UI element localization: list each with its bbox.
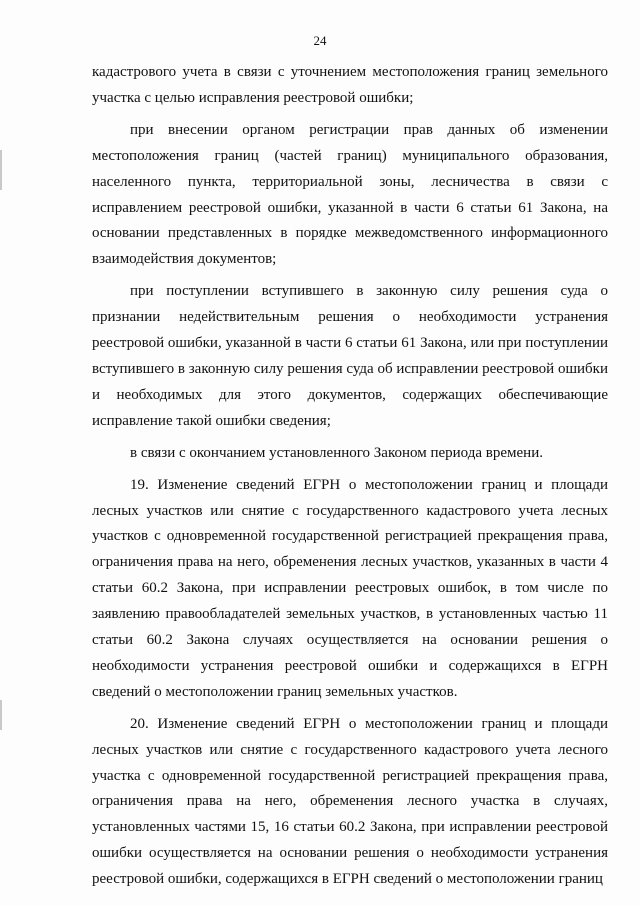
paragraph: кадастрового учета в связи с уточнением местоположения границ земельного участка с целью исправления реестровой ошибки;	[92, 64, 608, 106]
paragraph: 20. Изменение сведений ЕГРН о местоположении границ и площади лесных участков или снятие с государственного кадастрового учета лесного участка с одновременной государственной регистрацией прекращения права, ограничения права на него, обременения лесного участка в случаях, установленных частями 15, 16 статьи 60.2 Закона, при исправлении реестровой ошибки осуществляется на основании решения о необходимости устранения реестровой ошибки, содержащихся в ЕГРН сведений о местоположении границ	[92, 715, 608, 888]
paragraph: в связи с окончанием установленного Законом периода времени.	[130, 444, 543, 461]
paragraph: при поступлении вступившего в законную силу решения суда о признании недействительным решения о необходимости устранения реестровой ошибки, указанной в части 6 статьи 61 Закона, или при поступлении вступившего в законную силу решения суда об исправлении реестровой ошибки и необходимых для этого документов, содержащих обеспечивающие исправление такой ошибки сведения;	[92, 283, 608, 429]
document-body	[92, 60, 608, 893]
paragraph: 19. Изменение сведений ЕГРН о местоположении границ и площади лесных участков или снятие с государственного кадастрового учета лесных участков с одновременной государственной регистрацией прекращения права, ограничения права на него, обременения лесных участков, указанных в части 4 статьи 60.2 Закона, при исправлении реестровых ошибок, в том числе по заявлению правообладателей земельных участков, в установленных частью 11 статьи 60.2 Закона случаях осуществляется на основании решения о необходимости устранения реестровой ошибки и содержащихся в ЕГРН сведений о местоположении границ земельных участков.	[92, 476, 608, 700]
scan-edge-mark	[0, 700, 2, 730]
paragraph: при внесении органом регистрации прав данных об изменении местоположения границ (частей границ) муниципального образования, населенного пункта, территориальной зоны, лесничества в связи с исправлением реестровой ошибки, указанной в части 6 статьи 61 Закона, на основании представленных в порядке межведомственного информационного взаимодействия документов;	[92, 121, 608, 268]
page-number: 24	[313, 33, 327, 48]
scan-edge-mark	[0, 150, 2, 190]
